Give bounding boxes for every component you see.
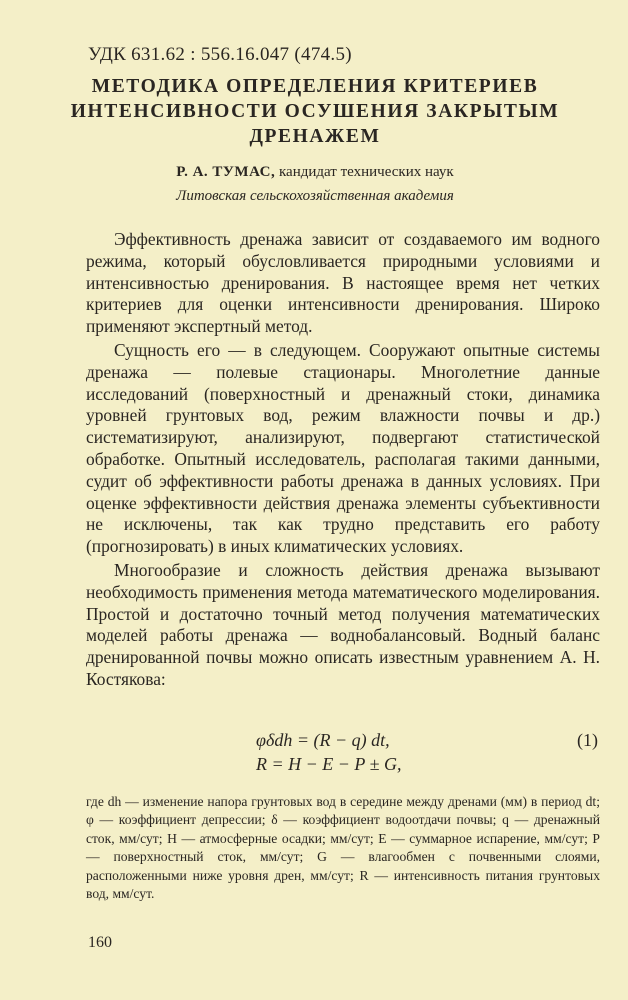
author-name: Р. А. ТУМАС, — [176, 164, 276, 180]
equation-line-2: R = H − E − P ± G, — [256, 754, 402, 774]
paragraph: Многообразие и сложность действия дренажа вызывают необходимость применения метода математического моделирования. Простой и достаточно точный метод получения математических моделей работы дренажа — воднобалансовый. Водный баланс дренированной почвы можно описать известным уравнением А. Н. Костякова: — [86, 559, 600, 689]
equation-number: (1) — [577, 730, 598, 750]
page-number: 160 — [88, 934, 112, 951]
title-line: ДРЕНАЖЕМ — [249, 126, 381, 147]
title-line: ИНТЕНСИВНОСТИ ОСУШЕНИЯ ЗАКРЫТЫМ — [70, 101, 560, 122]
author-line — [60, 164, 570, 181]
equation-legend: где dh — изменение напора грунтовых вод в середине между дренами (мм) в период dt; φ — коэффициент депрессии; δ — коэффициент водоотдачи почвы; q — дренажный сток, мм/сут; H — атмосферные осадки; мм/сут; E — суммарное испарение, мм/сут; P — поверхностный сток, мм/сут; G — влагообмен с почвенными слоями, расположенными ниже уровня дрен, мм/сут; R — интенсивность питания грунтовых вод, мм/сут. — [86, 794, 600, 902]
author-degree: кандидат технических наук — [279, 164, 454, 180]
udc-code: УДК 631.62 : 556.16.047 (474.5) — [88, 44, 352, 65]
paragraph: Эффективность дренажа зависит от создаваемого им водного режима, который обусловливается природными условиями и интенсивностью дренирования. В настоящее время нет четких критериев для оценки интенсивности дренирования. Широко применяют экспертный метод. — [86, 229, 600, 337]
paragraph: Сущность его — в следующем. Сооружают опытные системы дренажа — полевые стационары. Многолетние данные исследований (поверхностный и дренажный стоки, динамика уровней грунтовых вод, режим влажности почвы и др.) систематизируют, анализируют, подвергают статистической обработке. Опытный исследователь, располагая такими данными, судит об эффективности работы дренажа в данных условиях. При оценке эффективности действия дренажа элементы субъективности не исключены, так как трудно представить его работу (прогнозировать) в иных климатических условиях. — [86, 339, 600, 557]
title-line: МЕТОДИКА ОПРЕДЕЛЕНИЯ КРИТЕРИЕВ — [91, 76, 539, 97]
equation-block — [86, 728, 600, 780]
equation-line-1: φδdh = (R − q) dt, — [256, 730, 390, 750]
article-title — [60, 74, 570, 149]
author-affiliation: Литовская сельскохозяйственная академия — [176, 188, 454, 204]
article-body — [86, 229, 600, 691]
